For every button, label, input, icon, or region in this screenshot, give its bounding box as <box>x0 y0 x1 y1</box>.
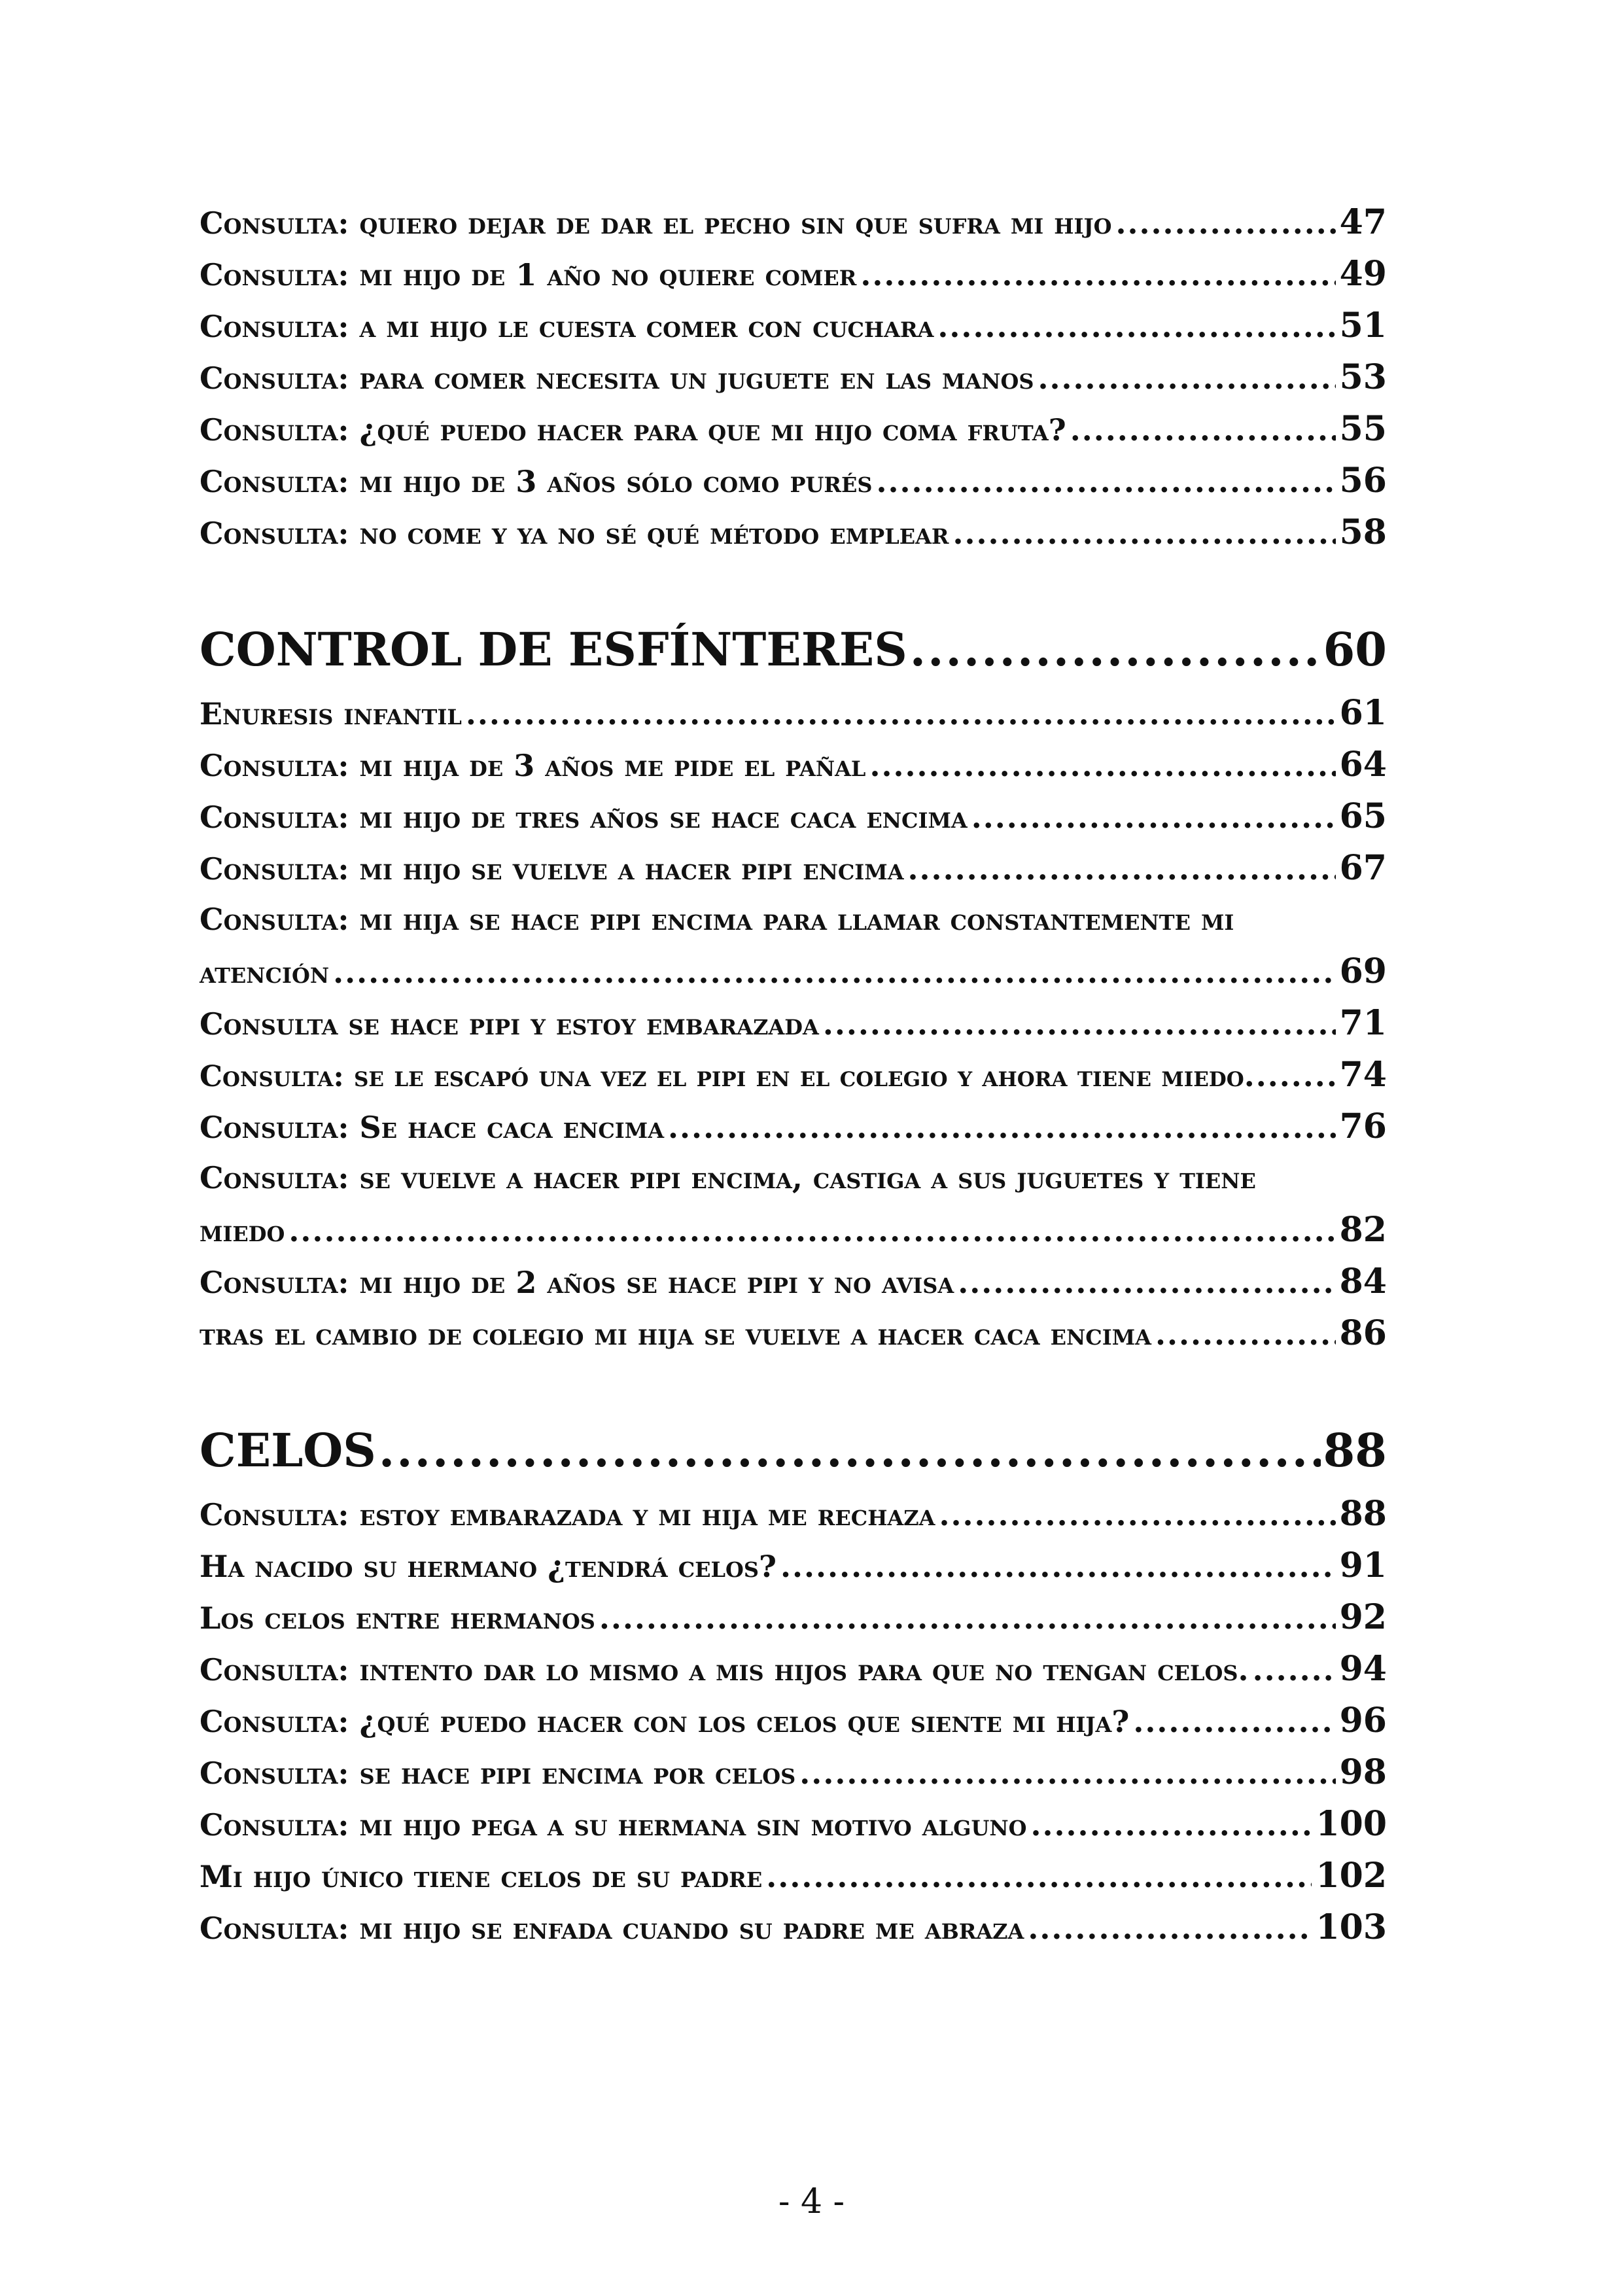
toc-entry[interactable] <box>200 1256 1387 1307</box>
toc-entry-page: 92 <box>1339 1597 1387 1637</box>
dot-leader <box>1244 1050 1340 1102</box>
toc-entry-page: 84 <box>1339 1262 1387 1301</box>
toc-entry-label: atención <box>200 955 330 990</box>
toc-entry[interactable] <box>200 1746 1387 1798</box>
toc-section-heading[interactable] <box>200 1413 1387 1488</box>
dot-leader <box>953 508 1336 559</box>
toc-entry-page: 82 <box>1339 1210 1387 1250</box>
toc-entry-page: 91 <box>1339 1545 1387 1585</box>
toc-entry[interactable] <box>200 1101 1387 1152</box>
toc-entry-wrapped[interactable] <box>200 1152 1387 1204</box>
dot-leader <box>971 792 1336 843</box>
toc-entry-page: 69 <box>1339 951 1387 991</box>
table-of-contents <box>200 196 1387 1953</box>
toc-entry-label: Enuresis infantil <box>200 696 462 732</box>
toc-entry-page: 65 <box>1339 796 1387 836</box>
toc-entry[interactable] <box>200 300 1387 351</box>
toc-entry[interactable] <box>200 1591 1387 1643</box>
section-heading-label: CONTROL DE ESFÍNTERES <box>200 622 907 677</box>
dot-leader <box>288 1205 1335 1257</box>
toc-entry-page: 56 <box>1339 461 1387 501</box>
dot-leader <box>908 843 1336 895</box>
toc-entry-label: Consulta: ¿qué puedo hacer para que mi hijo coma fruta? <box>200 412 1066 448</box>
toc-entry-label: tras el cambio de colegio mi hija se vuelve a hacer caca encima <box>200 1316 1151 1352</box>
toc-entry-continuation[interactable] <box>200 1204 1387 1256</box>
toc-entry[interactable] <box>200 1901 1387 1953</box>
toc-entry-label: Mi hijo único tiene celos de su padre <box>200 1859 763 1894</box>
dot-leader <box>466 688 1336 740</box>
dot-leader <box>1070 404 1336 456</box>
toc-entry-label: Consulta: no come y ya no sé qué método emplear <box>200 516 949 551</box>
toc-entry-label: Consulta: a mi hijo le cuesta comer con cuchara <box>200 309 934 344</box>
toc-entry-label: miedo <box>200 1213 285 1248</box>
dot-leader <box>333 947 1336 998</box>
toc-entry-label: Consulta: mi hijo se enfada cuando su padre me abraza <box>200 1911 1024 1946</box>
dot-leader <box>1155 1309 1336 1360</box>
dot-leader <box>1133 1696 1335 1748</box>
toc-entry-page: 61 <box>1339 693 1387 733</box>
dot-leader <box>1031 1799 1312 1851</box>
toc-entry-label: Consulta: mi hija de 3 años me pide el pañal <box>200 748 866 783</box>
toc-entry-label: Los celos entre hermanos <box>200 1600 595 1636</box>
toc-entry[interactable] <box>200 403 1387 455</box>
toc-entry[interactable] <box>200 687 1387 739</box>
dot-leader <box>958 1257 1335 1309</box>
page-number-footer: - 4 - <box>778 2182 845 2221</box>
dot-leader <box>1253 1644 1336 1696</box>
dot-leader <box>860 249 1335 301</box>
dot-leader <box>877 456 1336 508</box>
toc-entry-page: 102 <box>1316 1856 1387 1896</box>
toc-entry-label: Consulta: mi hijo de 1 año no quiere comer <box>200 257 857 292</box>
toc-entry[interactable] <box>200 1643 1387 1695</box>
toc-entry[interactable] <box>200 1798 1387 1850</box>
toc-entry[interactable] <box>200 196 1387 248</box>
toc-entry-page: 103 <box>1316 1907 1387 1947</box>
section-spacer <box>200 1359 1387 1413</box>
dot-leader <box>668 1102 1336 1154</box>
toc-entry-page: 64 <box>1339 745 1387 785</box>
toc-entry-label: Ha nacido su hermano ¿tendrá celos? <box>200 1549 777 1584</box>
toc-entry-page: 74 <box>1339 1055 1387 1095</box>
toc-entry[interactable] <box>200 790 1387 842</box>
toc-entry-page: 47 <box>1339 202 1387 242</box>
section-heading-label: CELOS <box>200 1423 376 1477</box>
toc-entry-label: Consulta: mi hija se hace pipi encima para llamar constantemente mi <box>200 902 1234 937</box>
toc-entry-page: 96 <box>1339 1701 1387 1740</box>
toc-entry-page: 98 <box>1339 1752 1387 1792</box>
dot-leader <box>799 1748 1335 1799</box>
toc-entry[interactable] <box>200 1307 1387 1359</box>
dot-leader <box>937 301 1335 353</box>
dot-leader <box>766 1851 1312 1903</box>
toc-section-heading[interactable] <box>200 612 1387 687</box>
dot-leader <box>379 1413 1321 1488</box>
toc-group <box>200 196 1387 558</box>
dot-leader <box>939 1489 1335 1541</box>
toc-entry[interactable] <box>200 1695 1387 1746</box>
toc-entry-continuation[interactable] <box>200 945 1387 997</box>
dot-leader <box>599 1593 1336 1644</box>
toc-entry[interactable] <box>200 506 1387 558</box>
toc-entry-page: 67 <box>1339 848 1387 888</box>
toc-entry[interactable] <box>200 1488 1387 1540</box>
dot-leader <box>1028 1903 1312 1954</box>
toc-entry-label: Consulta: mi hijo de tres años se hace caca encima <box>200 800 968 835</box>
toc-entry-label: Consulta: se hace pipi encima por celos <box>200 1756 796 1791</box>
toc-group <box>200 1413 1387 1953</box>
section-heading-page: 60 <box>1323 622 1387 677</box>
dot-leader <box>1038 353 1335 404</box>
toc-entry-label: Consulta: mi hijo de 3 años sólo como purés <box>200 464 873 499</box>
dot-leader <box>780 1541 1336 1593</box>
toc-entry[interactable] <box>200 997 1387 1049</box>
toc-entry[interactable] <box>200 1850 1387 1901</box>
toc-entry-page: 55 <box>1339 409 1387 449</box>
toc-entry[interactable] <box>200 455 1387 506</box>
toc-entry-wrapped[interactable] <box>200 894 1387 945</box>
dot-leader <box>910 612 1321 687</box>
toc-entry-page: 58 <box>1339 512 1387 552</box>
toc-entry[interactable] <box>200 1540 1387 1591</box>
toc-entry-page: 53 <box>1339 357 1387 397</box>
toc-entry-label: Consulta: Se hace caca encima <box>200 1110 665 1145</box>
section-spacer <box>200 558 1387 612</box>
toc-entry-label: Consulta: se vuelve a hacer pipi encima, castiga a sus juguetes y tiene <box>200 1160 1256 1195</box>
toc-entry-page: 100 <box>1316 1804 1387 1844</box>
toc-entry[interactable] <box>200 1049 1387 1101</box>
toc-entry-page: 76 <box>1339 1106 1387 1146</box>
toc-entry-page: 49 <box>1339 254 1387 294</box>
toc-entry[interactable] <box>200 248 1387 300</box>
toc-entry-page: 71 <box>1339 1003 1387 1043</box>
toc-entry-label: Consulta: estoy embarazada y mi hija me rechaza <box>200 1497 935 1532</box>
toc-entry-label: Consulta: ¿qué puedo hacer con los celos que siente mi hija? <box>200 1704 1130 1739</box>
toc-entry-label: Consulta: mi hijo pega a su hermana sin motivo alguno <box>200 1807 1027 1843</box>
toc-entry-label: Consulta: mi hijo de 2 años se hace pipi y no avisa <box>200 1265 954 1300</box>
toc-group <box>200 612 1387 1359</box>
toc-entry[interactable] <box>200 351 1387 403</box>
section-heading-page: 88 <box>1323 1423 1387 1477</box>
dot-leader <box>1116 198 1336 249</box>
toc-entry-label: Consulta: se le escapó una vez el pipi en el colegio y ahora tiene miedo <box>200 1060 1244 1093</box>
toc-entry-page: 51 <box>1339 306 1387 345</box>
toc-entry-label: Consulta: para comer necesita un juguete en las manos <box>200 361 1034 396</box>
dot-leader <box>869 740 1335 792</box>
toc-entry-label: Consulta se hace pipi y estoy embarazada <box>200 1006 819 1042</box>
toc-entry[interactable] <box>200 739 1387 790</box>
dot-leader <box>823 998 1336 1050</box>
toc-entry-label: Consulta: quiero dejar de dar el pecho sin que sufra mi hijo <box>200 205 1112 241</box>
toc-entry-page: 88 <box>1339 1494 1387 1534</box>
toc-entry-label: Consulta: intento dar lo mismo a mis hijos para que no tengan celos. <box>200 1652 1249 1687</box>
toc-entry-page: 86 <box>1339 1313 1387 1353</box>
toc-entry-page: 94 <box>1339 1649 1387 1689</box>
toc-entry-label: Consulta: mi hijo se vuelve a hacer pipi encima <box>200 851 904 887</box>
toc-entry[interactable] <box>200 842 1387 894</box>
